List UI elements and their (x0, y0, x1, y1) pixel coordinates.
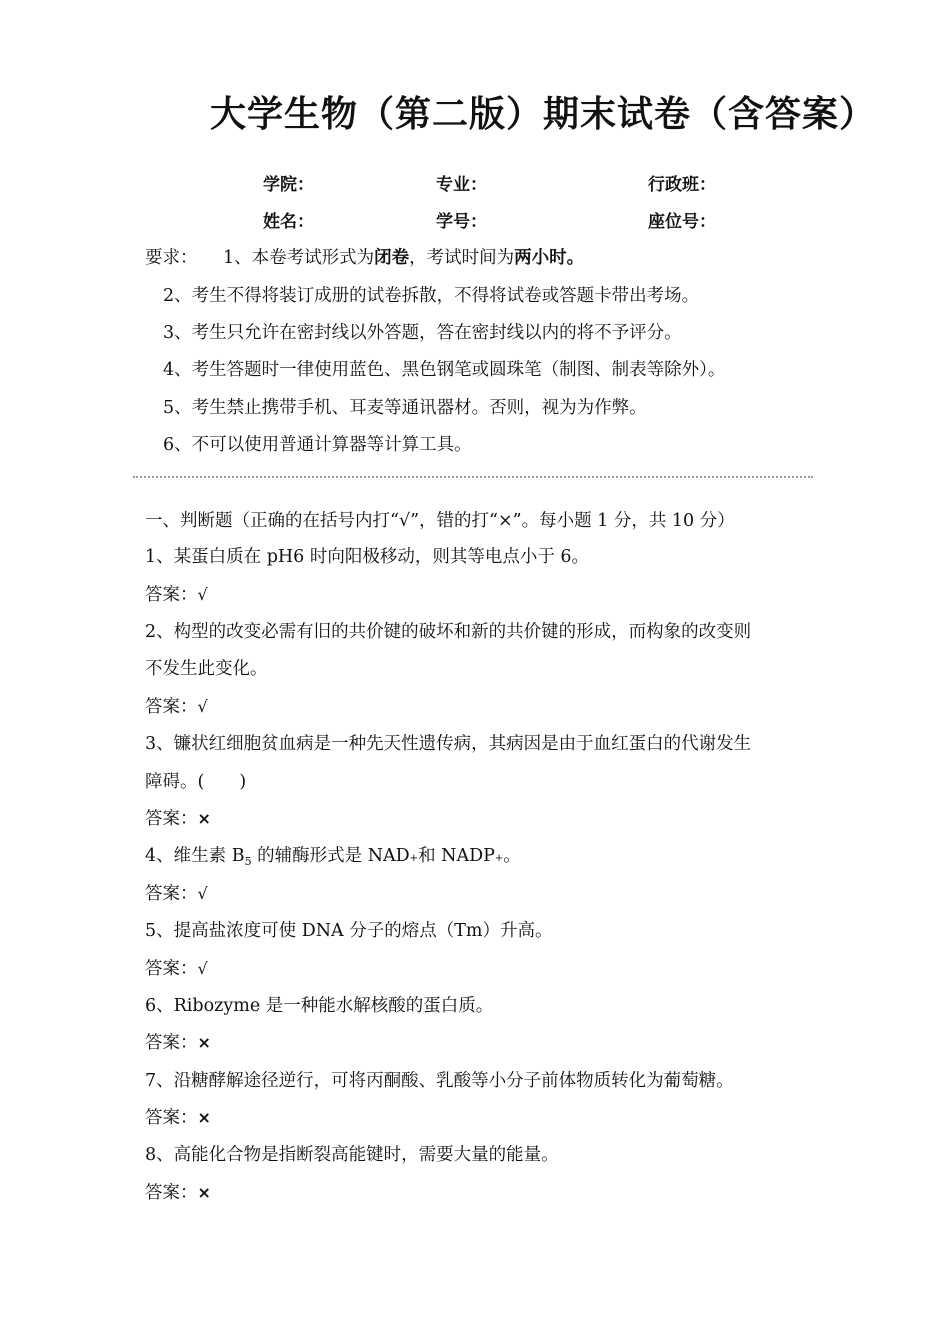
answer-label: 答案： (145, 959, 198, 979)
question-8: 8、高能化合物是指断裂高能键时，需要大量的能量。 (145, 1145, 559, 1165)
answer-5-mark: √ (197, 959, 208, 978)
major-label: 专业： (436, 175, 487, 195)
college-label: 学院： (263, 175, 314, 195)
answer-label: 答案： (145, 884, 198, 904)
requirement-item-2: 2、考生不得将装订成册的试卷拆散，不得将试卷或答题卡带出考场。 (163, 286, 700, 306)
requirement-item-6: 6、不可以使用普通计算器等计算工具。 (163, 435, 472, 455)
answer-6 (145, 1029, 211, 1054)
requirement-1-bold-duration: 两小时。 (514, 248, 585, 268)
answer-2 (145, 693, 208, 718)
exam-title: 大学生物（第二版）期末试卷（含答案） (210, 93, 877, 135)
question-4-middle: 的辅酶形式是 NAD (251, 846, 410, 866)
section-1-heading: 一、判断题（正确的在括号内打“√”，错的打“×”。每小题 1 分，共 10 分） (145, 511, 735, 531)
nadp-plus-superscript: + (494, 853, 504, 864)
student-id-label: 学号： (436, 212, 487, 232)
answer-5 (145, 955, 208, 980)
answer-7 (145, 1104, 211, 1129)
answer-1-mark: √ (197, 585, 208, 604)
name-label: 姓名： (263, 212, 314, 232)
requirements-label: 要求： (145, 248, 198, 268)
question-1: 1、某蛋白质在 pH6 时向阳极移动，则其等电点小于 6。 (145, 547, 590, 567)
question-7: 7、沿糖酵解途径逆行，可将丙酮酸、乳酸等小分子前体物质转化为葡萄糖。 (145, 1071, 734, 1091)
requirement-item-5: 5、考生禁止携带手机、耳麦等通讯器材。否则，视为为作弊。 (163, 398, 647, 418)
requirement-item-1 (223, 244, 584, 269)
answer-label: 答案： (145, 697, 198, 717)
answer-2-mark: √ (197, 697, 208, 716)
requirement-1-bold-closed-book: 闭卷 (374, 248, 410, 268)
answer-4 (145, 880, 208, 905)
answer-8-mark: × (197, 1183, 211, 1202)
answer-3-mark: × (197, 809, 211, 828)
question-3-line-2: 障碍。( ) (145, 772, 247, 792)
nad-plus-superscript: + (409, 853, 419, 864)
question-5: 5、提高盐浓度可使 DNA 分子的熔点（Tm）升高。 (145, 921, 553, 941)
answer-label: 答案： (145, 809, 198, 829)
question-4-prefix: 4、维生素 B (145, 846, 245, 866)
question-4 (145, 842, 521, 868)
requirement-item-3: 3、考生只允许在密封线以外答题，答在密封线以内的将不予评分。 (163, 323, 682, 343)
question-4-end: 。 (503, 846, 521, 866)
answer-3 (145, 805, 211, 830)
answer-label: 答案： (145, 1183, 198, 1203)
requirement-1-middle: ，考试时间为 (409, 248, 515, 268)
requirement-1-text: 1、本卷考试形式为 (223, 248, 375, 268)
answer-label: 答案： (145, 585, 198, 605)
answer-8 (145, 1179, 211, 1204)
answer-6-mark: × (197, 1033, 211, 1052)
answer-label: 答案： (145, 1108, 198, 1128)
answer-4-mark: √ (197, 884, 208, 903)
requirement-item-4: 4、考生答题时一律使用蓝色、黑色钢笔或圆珠笔（制图、制表等除外）。 (163, 360, 726, 380)
dotted-divider (133, 476, 813, 478)
answer-7-mark: × (197, 1108, 211, 1127)
vitamin-subscript: 5 (244, 855, 252, 868)
admin-class-label: 行政班： (648, 175, 716, 195)
question-6: 6、Ribozyme 是一种能水解核酸的蛋白质。 (145, 996, 494, 1016)
question-2-line-1: 2、构型的改变必需有旧的共价键的破坏和新的共价键的形成，而构象的改变则 (145, 622, 752, 642)
question-4-and: 和 NADP (418, 846, 495, 866)
question-3-line-1: 3、镰状红细胞贫血病是一种先天性遗传病，其病因是由于血红蛋白的代谢发生 (145, 734, 752, 754)
question-2-line-2: 不发生此变化。 (145, 659, 268, 679)
answer-label: 答案： (145, 1033, 198, 1053)
seat-label: 座位号： (648, 212, 716, 232)
answer-1 (145, 581, 208, 606)
